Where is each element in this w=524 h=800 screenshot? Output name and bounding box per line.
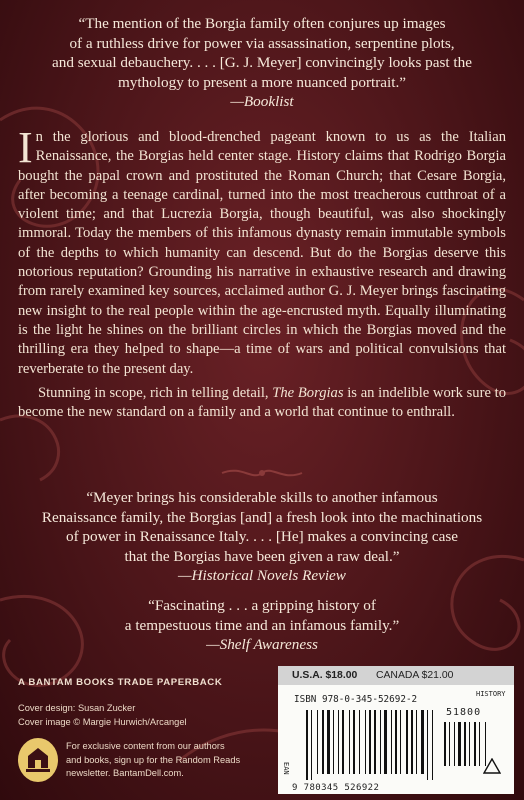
price-canada: CANADA $21.00 [376, 670, 454, 681]
quote-attribution: —Shelf Awareness [206, 636, 318, 653]
price-bar [278, 666, 514, 685]
quote-booklist [20, 14, 504, 112]
promo-line: newsletter. BantamDell.com. [66, 768, 184, 778]
price-us: U.S.A. $18.00 [292, 670, 358, 681]
quote-line: Renaissance family, the Borgias [and] a fresh look into the machinations [41, 508, 483, 526]
description-paragraph-2 [18, 384, 506, 423]
cover-image-credit: Cover image © Margie Hurwich/Arcangel [18, 716, 187, 727]
barcode-panel [278, 666, 514, 794]
barcode-number: 9 780345 526922 [292, 783, 380, 793]
description-paragraph-1 [18, 123, 506, 379]
quote-line: of a ruthless drive for power via assassination, serpentine plots, [69, 34, 455, 52]
quote-line: “Fascinating . . . a gripping history of [148, 597, 376, 614]
barcode-icon [292, 706, 502, 782]
newsletter-promo [66, 740, 266, 781]
triangle-mark-icon [483, 758, 501, 774]
isbn-label: ISBN 978-0-345-52692-2 [294, 694, 418, 705]
quote-line: a tempestuous time and an infamous family.” [124, 616, 400, 634]
quote-line: mythology to present a more nuanced portrait.” [117, 73, 407, 91]
quote-line: of power in Renaissance Italy. . . . [He] makes a convincing case [65, 528, 459, 545]
quote-line: “Meyer brings his considerable skills to another infamous [86, 489, 438, 506]
description-text-1: n the glorious and blood-drenched pageant known to us as the Italian Renaissance, the Borgias held center stage. History claims that Rodrigo Borgia bought the papal crown and prostituted the Roman Church; that Cesare Borgia, after becoming a teenage cardinal, turned into the most treacherous cutthroat of a violent time; and that Lucrezia Borgia, though beautiful, was also shockingly immoral. Today the members of this infamous dynasty remain immutable symbols of the depths to which humanity can descend. But do the Borgias deserve this notorious reputation? Grounding his narrative in exhaustive research and drawing from rarely examined key sources, acclaimed author G. J. Meyer brings fascinating new insight to the real people within the age-encrusted myth. Equally illuminating is the light he shines on the brilliant circles in which the Borgias moved and the thrilling era they helped to shape—a time of wars and political convulsions that reverberate to the present day. [18, 129, 506, 377]
ornament-divider-icon [212, 465, 312, 481]
quote-shelf-awareness [20, 596, 504, 655]
description-text-2a: Stunning in scope, rich in telling detail, [38, 384, 273, 401]
quote-attribution: —Booklist [230, 93, 294, 110]
ean-label: EAN [282, 762, 290, 775]
publisher-imprint: A BANTAM BOOKS TRADE PAPERBACK [18, 677, 223, 688]
quote-line: that the Borgias have been given a raw deal.” [124, 547, 400, 565]
drop-cap: I [18, 123, 33, 172]
category-label: HISTORY [476, 690, 506, 698]
quote-historical-novels-review [20, 488, 504, 586]
cover-design-credit: Cover design: Susan Zucker [18, 703, 136, 713]
price-code: 51800 [446, 707, 482, 718]
cover-credits [18, 702, 187, 729]
description-text-2b: is an indelible work sure to become the new standard on a family and a world that continue to enthrall. [18, 384, 507, 421]
promo-line: For exclusive content from our authors [66, 741, 225, 751]
quote-attribution: —Historical Novels Review [178, 567, 346, 584]
book-title-italic: The Borgias [272, 384, 344, 401]
promo-line: and books, sign up for the Random Reads [66, 754, 241, 765]
quote-line: and sexual debauchery. . . . [G. J. Meyer] convincingly looks past the [52, 54, 472, 71]
quote-line: “The mention of the Borgia family often conjures up images [78, 15, 446, 32]
random-reads-logo-icon [18, 738, 58, 782]
book-description [18, 123, 507, 422]
